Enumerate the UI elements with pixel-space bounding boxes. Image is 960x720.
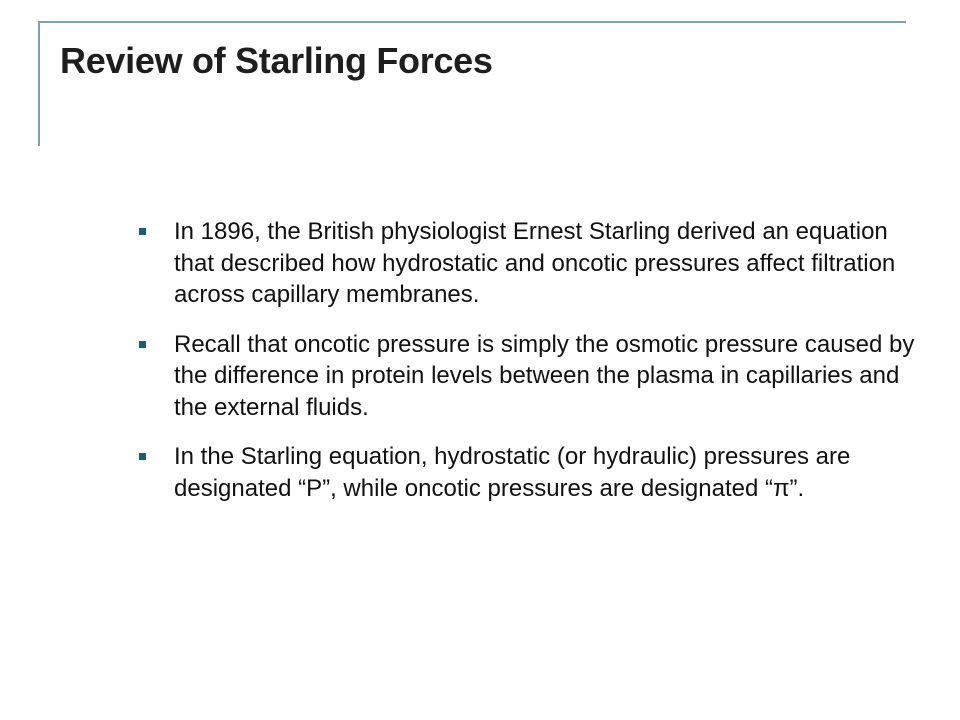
title-rule-top	[38, 21, 906, 23]
bullet-text: In the Starling equation, hydrostatic (or hydraulic) pressures are designated “P”, while oncotic pressures are designated “π”.	[174, 443, 851, 502]
bullet-text: In 1896, the British physiologist Ernest Starling derived an equation that described how hydrostatic and oncotic pressures affect filtration across capillary membranes.	[174, 218, 896, 308]
bullet-item	[136, 441, 926, 504]
square-bullet-icon	[139, 341, 146, 348]
slide-title: Review of Starling Forces	[60, 40, 493, 81]
bullet-list	[136, 216, 926, 522]
bullet-item	[136, 216, 926, 311]
bullet-item	[136, 329, 926, 424]
title-rule-left	[38, 21, 40, 146]
bullet-text: Recall that oncotic pressure is simply the osmotic pressure caused by the difference in protein levels between the plasma in capillaries and the external fluids.	[174, 330, 915, 421]
square-bullet-icon	[139, 228, 146, 235]
square-bullet-icon	[139, 453, 146, 460]
